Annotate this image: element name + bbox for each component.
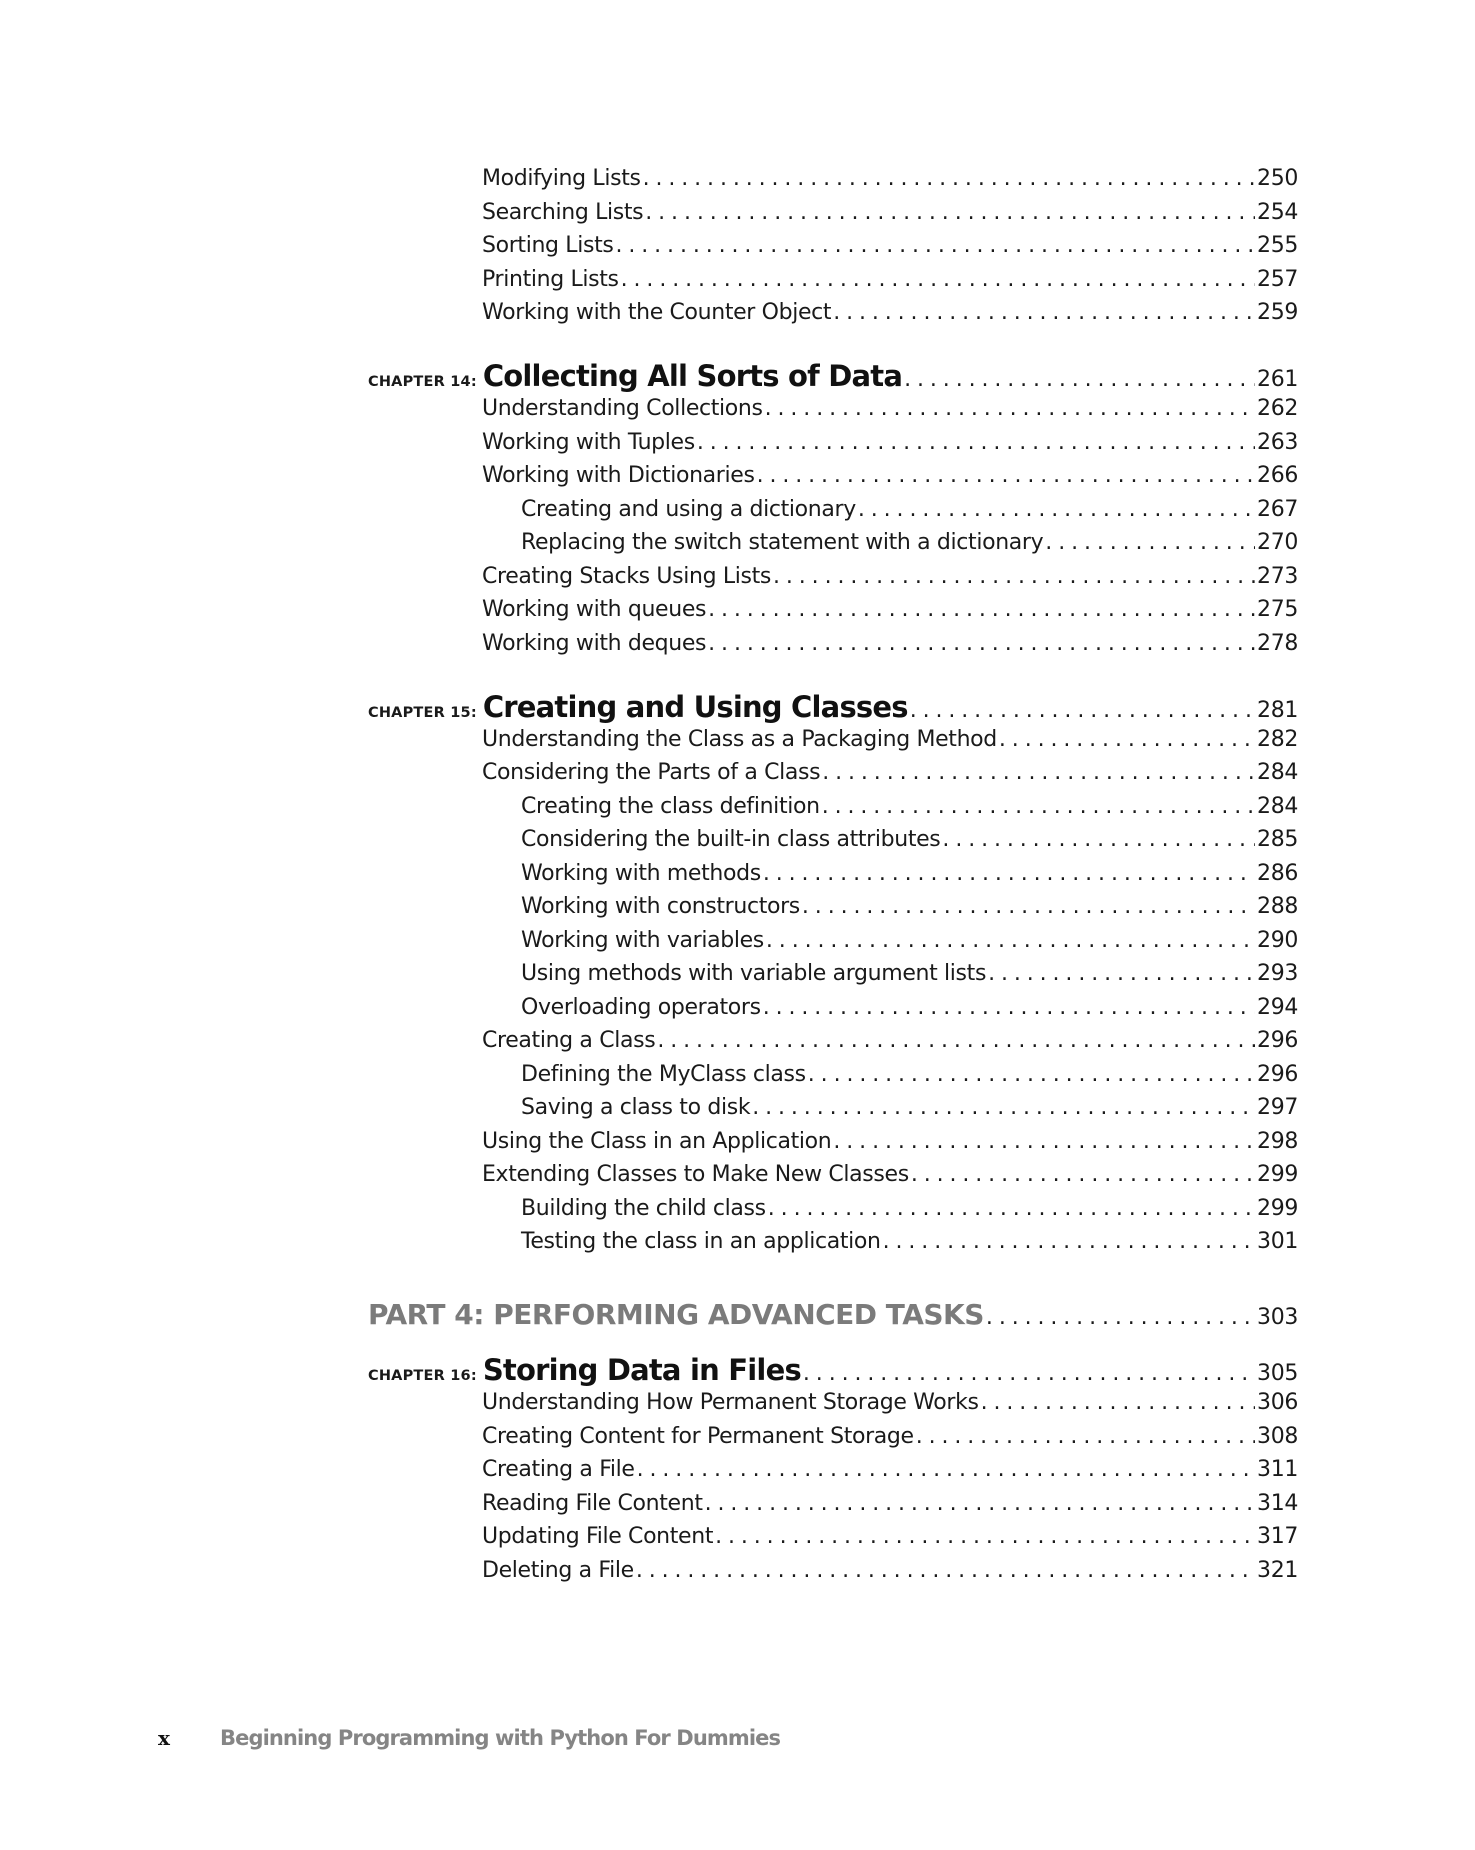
- toc-subsection-entry[interactable]: [521, 995, 1298, 1029]
- toc-section-entry[interactable]: [482, 233, 1298, 267]
- dot-leader: [808, 1062, 1255, 1087]
- toc-section-entry[interactable]: [482, 267, 1298, 301]
- entry-title: Working with Tuples: [482, 429, 695, 455]
- dot-leader: [768, 1196, 1255, 1221]
- toc-section-entry[interactable]: [482, 1162, 1298, 1196]
- dot-leader: [904, 367, 1255, 392]
- dot-leader: [883, 1229, 1255, 1254]
- entry-page-number: 284: [1257, 760, 1298, 785]
- entry-page-number: 257: [1257, 266, 1298, 292]
- toc-subsection-entry[interactable]: [521, 928, 1298, 962]
- toc-chapter-entry[interactable]: [368, 1353, 1298, 1387]
- dot-leader: [766, 928, 1255, 953]
- toc-subsection-entry[interactable]: [521, 961, 1298, 995]
- entry-title: Using the Class in an Application: [482, 1128, 832, 1154]
- entry-title: Working with variables: [521, 927, 764, 953]
- toc-subsection-entry[interactable]: [521, 861, 1298, 895]
- entry-page-number: 306: [1257, 1390, 1298, 1415]
- entry-page-number: 296: [1257, 1028, 1298, 1053]
- entry-page-number: 259: [1257, 300, 1298, 325]
- entry-page-number: 294: [1257, 994, 1298, 1020]
- page-number-folio: x: [158, 1726, 170, 1750]
- entry-title: Overloading operators: [521, 994, 761, 1020]
- entry-page-number: 317: [1257, 1524, 1298, 1549]
- entry-title: Sorting Lists: [482, 233, 614, 258]
- dot-leader: [643, 166, 1255, 191]
- toc-chapter-entry[interactable]: [368, 359, 1298, 393]
- entry-title: Creating a Class: [482, 1028, 656, 1053]
- toc-subsection-entry[interactable]: [521, 1196, 1298, 1230]
- dot-leader: [615, 233, 1255, 258]
- toc-subsection-entry[interactable]: [521, 794, 1298, 828]
- dot-leader: [705, 1491, 1255, 1516]
- entry-page-number: 263: [1257, 429, 1298, 455]
- dot-leader: [636, 1558, 1255, 1583]
- dot-leader: [833, 300, 1255, 325]
- dot-leader: [757, 463, 1255, 488]
- entry-title: Working with deques: [482, 630, 707, 656]
- chapter-label: CHAPTER 16:: [368, 1368, 477, 1384]
- dot-leader: [981, 1390, 1255, 1415]
- entry-page-number: 297: [1257, 1095, 1298, 1120]
- toc-section-entry[interactable]: [482, 200, 1298, 234]
- entry-page-number: 290: [1257, 927, 1298, 953]
- entry-title: Saving a class to disk: [521, 1095, 751, 1120]
- entry-title: Working with queues: [482, 597, 707, 622]
- dot-leader: [763, 995, 1255, 1020]
- toc-section-entry[interactable]: [482, 396, 1298, 430]
- dot-leader: [858, 497, 1255, 522]
- entry-title: Replacing the switch statement with a dictionary: [521, 530, 1044, 555]
- entry-title: Creating and using a dictionary: [521, 496, 856, 522]
- toc-subsection-entry[interactable]: [521, 1062, 1298, 1096]
- dot-leader: [773, 564, 1255, 589]
- toc-section-entry[interactable]: [482, 1129, 1298, 1163]
- entry-page-number: 301: [1257, 1229, 1298, 1254]
- entry-title: Building the child class: [521, 1195, 766, 1221]
- toc-subsection-entry[interactable]: [521, 1229, 1298, 1263]
- dot-leader: [697, 430, 1255, 455]
- toc-chapter-entry[interactable]: [368, 690, 1298, 724]
- chapter-label: CHAPTER 15:: [368, 704, 477, 721]
- entry-title: Considering the Parts of a Class: [482, 760, 821, 785]
- toc-section-entry[interactable]: [482, 564, 1298, 598]
- toc-section-entry[interactable]: [482, 463, 1298, 497]
- entry-title: Creating Stacks Using Lists: [482, 563, 771, 589]
- entry-title: Creating a File: [482, 1457, 635, 1482]
- toc-section-entry[interactable]: [482, 1424, 1298, 1458]
- chapter-label: CHAPTER 14:: [368, 374, 477, 390]
- toc-section-entry[interactable]: [482, 1028, 1298, 1062]
- entry-page-number: 285: [1257, 827, 1298, 852]
- dot-leader: [822, 760, 1255, 785]
- toc-section-entry[interactable]: [482, 727, 1298, 761]
- entry-page-number: 278: [1257, 630, 1298, 656]
- dot-leader: [645, 200, 1255, 225]
- dot-leader: [803, 1361, 1255, 1386]
- entry-title: Working with Dictionaries: [482, 463, 755, 488]
- dot-leader: [715, 1524, 1255, 1549]
- toc-section-entry[interactable]: [482, 1558, 1298, 1592]
- toc-section-entry[interactable]: [482, 1524, 1298, 1558]
- dot-leader: [763, 861, 1255, 886]
- entry-title: Deleting a File: [482, 1557, 634, 1583]
- entry-title: Understanding Collections: [482, 396, 763, 421]
- toc-section-entry[interactable]: [482, 760, 1298, 794]
- entry-title: Creating the class definition: [521, 793, 820, 819]
- entry-title: Creating and Using Classes: [482, 689, 908, 724]
- toc-part-entry[interactable]: [368, 1298, 1298, 1332]
- entry-page-number: 321: [1257, 1557, 1298, 1583]
- entry-page-number: 299: [1257, 1195, 1298, 1221]
- entry-title: PART 4: PERFORMING ADVANCED TASKS: [368, 1298, 984, 1331]
- toc-section-entry[interactable]: [482, 300, 1298, 334]
- entry-title: Collecting All Sorts of Data: [482, 359, 903, 393]
- entry-page-number: 299: [1257, 1162, 1298, 1187]
- toc-section-entry[interactable]: [482, 1457, 1298, 1491]
- entry-page-number: 311: [1257, 1457, 1298, 1482]
- dot-leader: [986, 1305, 1255, 1330]
- toc-section-entry[interactable]: [482, 166, 1298, 200]
- entry-title: Searching Lists: [482, 199, 644, 225]
- entry-title: Storing Data in Files: [482, 1353, 801, 1387]
- entry-page-number: 273: [1257, 563, 1298, 589]
- dot-leader: [637, 1457, 1255, 1482]
- entry-page-number: 288: [1257, 894, 1298, 919]
- toc-section-entry[interactable]: [482, 1390, 1298, 1424]
- dot-leader: [988, 961, 1255, 986]
- entry-page-number: 266: [1257, 463, 1298, 488]
- dot-leader: [916, 1424, 1255, 1449]
- entry-title: Reading File Content: [482, 1490, 703, 1516]
- entry-title: Extending Classes to Make New Classes: [482, 1162, 909, 1187]
- dot-leader: [999, 727, 1255, 752]
- entry-title: Creating Content for Permanent Storage: [482, 1423, 914, 1449]
- entry-page-number: 267: [1257, 496, 1298, 522]
- dot-leader: [942, 827, 1255, 852]
- dot-leader: [765, 396, 1255, 421]
- entry-title: Considering the built-in class attributes: [521, 827, 941, 852]
- dot-leader: [621, 267, 1255, 292]
- entry-page-number: 308: [1257, 1423, 1298, 1449]
- toc-subsection-entry[interactable]: [521, 894, 1298, 928]
- entry-page-number: 281: [1257, 697, 1298, 723]
- toc-subsection-entry[interactable]: [521, 827, 1298, 861]
- toc-subsection-entry[interactable]: [521, 1095, 1298, 1129]
- entry-title: Testing the class in an application: [521, 1229, 881, 1254]
- dot-leader: [910, 698, 1255, 723]
- entry-page-number: 275: [1257, 597, 1298, 622]
- entry-page-number: 254: [1257, 199, 1298, 225]
- entry-page-number: 255: [1257, 233, 1298, 258]
- entry-title: Understanding the Class as a Packaging Method: [482, 726, 997, 752]
- entry-page-number: 296: [1257, 1061, 1298, 1087]
- entry-page-number: 270: [1257, 530, 1298, 555]
- entry-title: Modifying Lists: [482, 166, 641, 191]
- entry-page-number: 298: [1257, 1128, 1298, 1154]
- entry-title: Defining the MyClass class: [521, 1061, 806, 1087]
- dot-leader: [1045, 530, 1255, 555]
- entry-title: Updating File Content: [482, 1524, 714, 1549]
- entry-title: Working with the Counter Object: [482, 300, 832, 325]
- entry-title: Working with constructors: [521, 894, 800, 919]
- entry-title: Working with methods: [521, 860, 761, 886]
- entry-page-number: 282: [1257, 726, 1298, 752]
- entry-title: Printing Lists: [482, 266, 619, 292]
- toc-section-entry[interactable]: [482, 1491, 1298, 1525]
- dot-leader: [833, 1129, 1255, 1154]
- toc-section-entry[interactable]: [482, 430, 1298, 464]
- entry-page-number: 250: [1257, 166, 1298, 191]
- entry-title: Using methods with variable argument lists: [521, 961, 987, 986]
- toc-section-entry[interactable]: [482, 597, 1298, 631]
- dot-leader: [708, 597, 1255, 622]
- dot-leader: [708, 631, 1255, 656]
- dot-leader: [822, 794, 1255, 819]
- entry-page-number: 305: [1257, 1361, 1298, 1386]
- dot-leader: [911, 1162, 1255, 1187]
- running-footer-book-title: Beginning Programming with Python For Dummies: [220, 1726, 781, 1750]
- toc-subsection-entry[interactable]: [521, 497, 1298, 531]
- entry-page-number: 314: [1257, 1490, 1298, 1516]
- entry-page-number: 293: [1257, 961, 1298, 986]
- dot-leader: [657, 1028, 1255, 1053]
- entry-page-number: 286: [1257, 860, 1298, 886]
- entry-page-number: 262: [1257, 396, 1298, 421]
- dot-leader: [752, 1095, 1255, 1120]
- entry-page-number: 284: [1257, 793, 1298, 819]
- entry-title: Understanding How Permanent Storage Works: [482, 1390, 979, 1415]
- page-footer: [158, 1726, 780, 1750]
- toc-subsection-entry[interactable]: [521, 530, 1298, 564]
- toc-section-entry[interactable]: [482, 631, 1298, 665]
- dot-leader: [802, 894, 1255, 919]
- entry-page-number: 261: [1257, 367, 1298, 392]
- entry-page-number: 303: [1257, 1305, 1298, 1330]
